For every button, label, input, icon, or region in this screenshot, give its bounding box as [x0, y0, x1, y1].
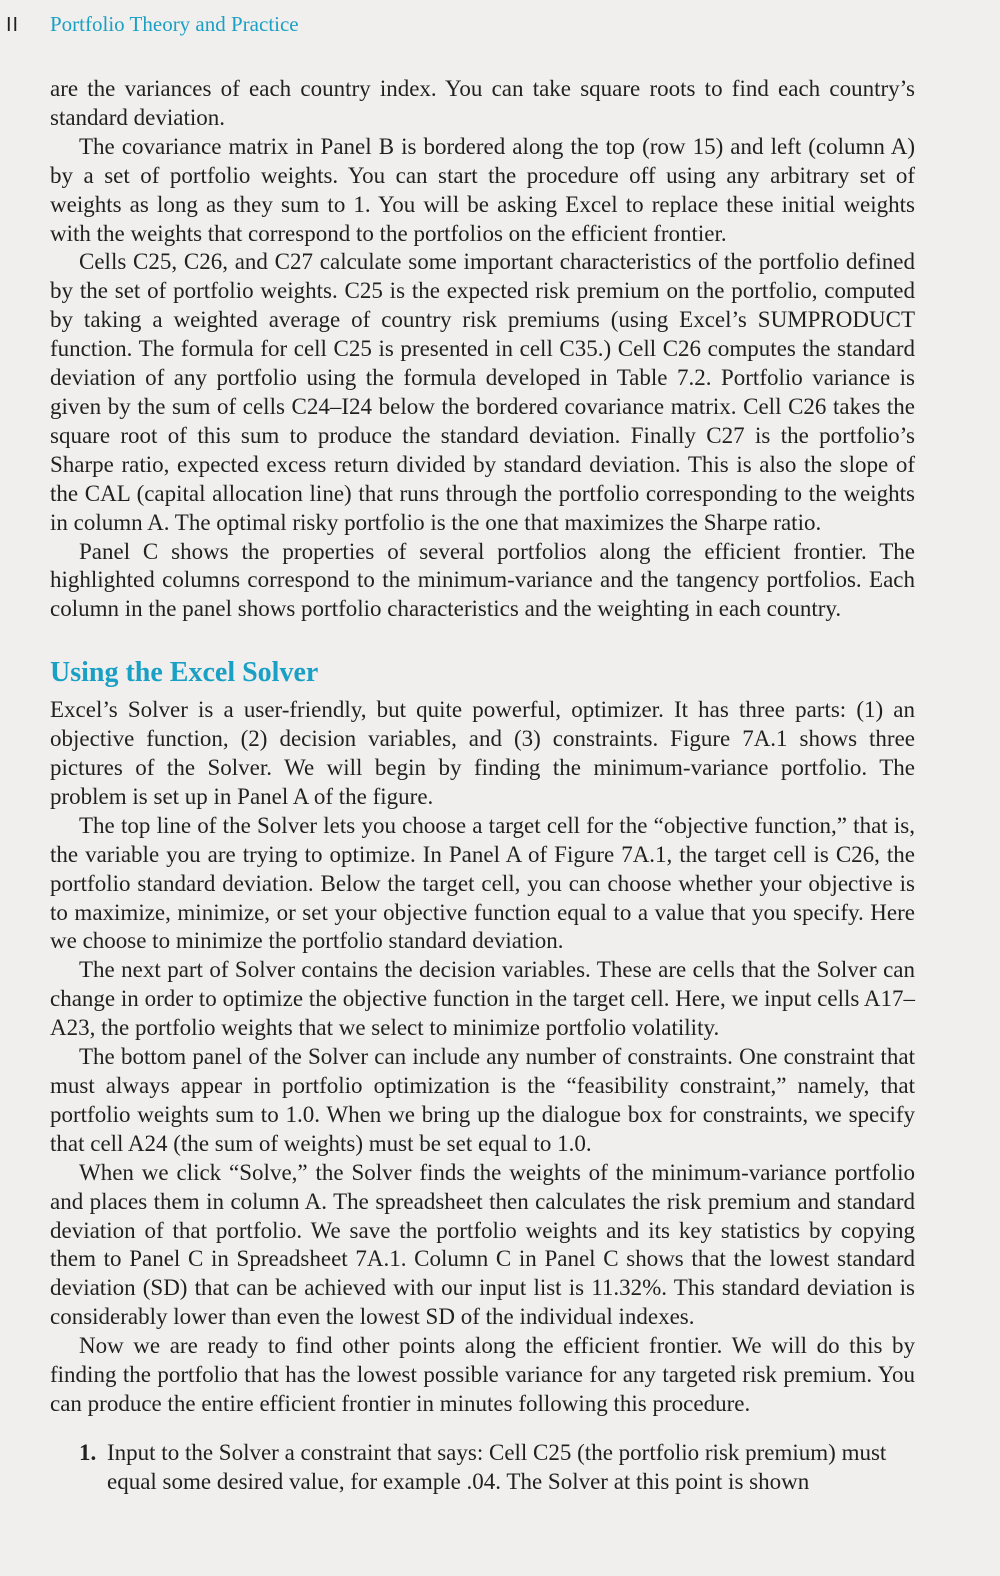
running-head — [0, 10, 299, 39]
paragraph-constraints: The bottom panel of the Solver can include any number of constraints. One constraint that must always appear in portfolio optimization is the “feasibility constraint,” namely, that portfolio weights sum to 1.0. When we bring up the dialogue box for constraints, we specify that cell A24 (the sum of weights) must be set equal to 1.0. — [50, 1044, 915, 1156]
paragraph-objective-function: The top line of the Solver lets you choose a target cell for the “objective function,” that is, the variable you are trying to optimize. In Panel A of Figure 7A.1, the target cell is C26, the portfolio standard deviation. Below the target cell, you can choose whether your objective is to maximize, minimize, or set your objective function equal to a value that you specify. Here we choose to minimize the portfolio standard deviation. — [50, 812, 915, 954]
step-number: 1. — [79, 1439, 97, 1465]
list-item — [79, 1439, 915, 1497]
procedure-steps — [50, 1439, 915, 1497]
page-body — [50, 75, 915, 1497]
step-text: Input to the Solver a constraint that says: Cell C25 (the portfolio risk premium) must equal some desired value, for example .04. The Solver at this point is shown — [107, 1439, 887, 1494]
paragraph-portfolio-characteristics: Cells C25, C26, and C27 calculate some important characteristics of the portfolio defined by the set of portfolio weights. C25 is the expected risk premium on the portfolio, computed by taking a weighted average of country risk premiums (using Excel’s SUMPRODUCT function. The formula for cell C25 is presented in cell C35.) Cell C26 computes the standard deviation of any portfolio using the formula developed in Table 7.2. Portfolio variance is given by the sum of cells C24–I24 below the bordered covariance matrix. Cell C26 takes the square root of this sum to produce the standard deviation. Finally C27 is the portfolio’s Sharpe ratio, expected excess return divided by standard deviation. This is also the slope of the CAL (capital allocation line) that runs through the portfolio corresponding to the weights in column A. The optimal risky portfolio is the one that maximizes the Sharpe ratio. — [50, 249, 915, 535]
part-title: Portfolio Theory and Practice — [50, 12, 299, 36]
paragraph-decision-variables: The next part of Solver contains the decision variables. These are cells that the Solver can change in order to optimize the objective function in the target cell. Here, we input cells A17–A23, the portfolio weights that we select to minimize portfolio volatility. — [50, 957, 915, 1041]
part-number: II — [6, 14, 20, 36]
paragraph-panel-c: Panel C shows the properties of several portfolios along the efficient frontier. The highlighted columns correspond to the minimum-variance and the tangency portfolios. Each column in the panel shows portfolio characteristics and the weighting in each country. — [50, 538, 915, 622]
paragraph-continued: are the variances of each country index. You can take square roots to find each country’s standard deviation. — [50, 76, 915, 130]
paragraph-solve: When we click “Solve,” the Solver finds the weights of the minimum-variance portfolio and places them in column A. The spreadsheet then calculates the risk premium and standard deviation of that portfolio. We save the portfolio weights and its key statistics by copying them to Panel C in Spreadsheet 7A.1. Column C in Panel C shows that the lowest standard deviation (SD) that can be achieved with our input list is 11.32%. This standard deviation is considerably lower than even the lowest SD of the individual indexes. — [50, 1159, 915, 1330]
paragraph-solver-intro: Excel’s Solver is a user-friendly, but quite powerful, optimizer. It has three parts: (1) an objective function, (2) decision variables, and (3) constraints. Figure 7A.1 shows three pictures of the Solver. We will begin by finding the minimum-variance portfolio. The problem is set up in Panel A of the figure. — [50, 697, 915, 809]
section-heading: Using the Excel Solver — [50, 657, 319, 689]
paragraph-covariance-matrix: The covariance matrix in Panel B is bordered along the top (row 15) and left (column A) by a set of portfolio weights. You can start the procedure off using any arbitrary set of weights as long as they sum to 1. You will be asking Excel to replace these initial weights with the weights that correspond to the portfolios on the efficient frontier. — [50, 133, 915, 246]
paragraph-efficient-frontier: Now we are ready to find other points along the efficient frontier. We will do this by finding the portfolio that has the lowest possible variance for any targeted risk premium. You can produce the entire efficient frontier in minutes following this procedure. — [50, 1333, 915, 1416]
